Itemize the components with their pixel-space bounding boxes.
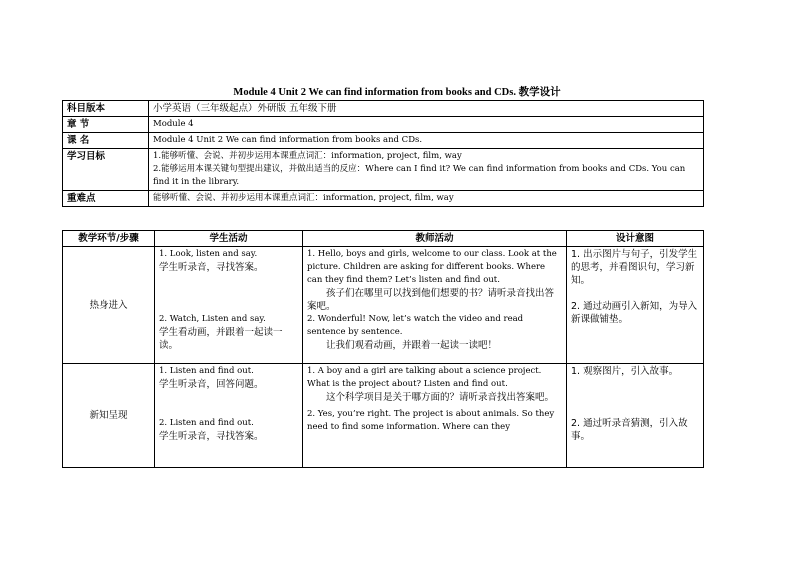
intent-item: 2. 通过动画引入新知，为导入新课做铺垫。 <box>571 301 698 325</box>
student-step: 学生听录音，寻找答案。 <box>159 431 264 442</box>
student-step: 学生看动画，并跟着一起读一读。 <box>159 327 283 351</box>
student-step: 2. Listen and find out. <box>159 418 254 428</box>
teacher-activity <box>303 247 567 364</box>
info-label: 学习目标 <box>63 149 149 191</box>
info-row-subject <box>63 101 704 117</box>
info-value <box>149 149 704 191</box>
info-row-key-points <box>63 191 704 207</box>
info-value: Module 4 Unit 2 We can find information from books and CDs. <box>149 133 704 149</box>
intent-item: 2. 通过听录音猜测，引入故事。 <box>571 418 688 442</box>
student-step: 学生听录音，回答问题。 <box>159 379 264 390</box>
intent-item: 1. 出示图片与句子，引发学生的思考，并看图识句，学习新知。 <box>571 249 698 286</box>
header-teacher-activity: 教师活动 <box>303 231 567 247</box>
student-step: 1. Listen and find out. <box>159 366 254 376</box>
info-value: 小学英语（三年级起点）外研版 五年级下册 <box>149 101 704 117</box>
design-intent <box>567 364 704 468</box>
info-row-lesson <box>63 133 704 149</box>
objective-line: 2.能够运用本课关键句型提出建议，并做出适当的反应：Where can I find it? We can find information from books and CDs. You can find it in the library. <box>153 164 686 187</box>
teacher-paragraph: 1. Hello, boys and girls, welcome to our class. Look at the picture. Children are asking for different books. Where can they find them? Let’s listen and find out. <box>307 249 557 285</box>
plan-header-row <box>63 231 704 247</box>
stage-name: 热身进入 <box>63 247 155 364</box>
teacher-paragraph: 孩子们在哪里可以找到他们想要的书？请听录音找出答案吧。 <box>307 288 555 312</box>
teacher-paragraph: 2. Yes, you’re right. The project is about animals. So they need to find some information. Where can they <box>307 409 555 432</box>
stage-row-presentation <box>63 364 704 468</box>
objective-line: 1.能够听懂、会说、并初步运用本课重点词汇：information, project, film, way <box>153 151 462 161</box>
info-label: 重难点 <box>63 191 149 207</box>
document-title: Module 4 Unit 2 We can find information from books and CDs. 教学设计 <box>233 87 561 98</box>
student-step: 学生听录音，寻找答案。 <box>159 262 264 273</box>
stage-row-warmup <box>63 247 704 364</box>
info-value: 能够听懂、会说、并初步运用本课重点词汇：information, project, film, way <box>149 191 704 207</box>
student-step: 1. Look, listen and say. <box>159 249 258 259</box>
info-label: 章 节 <box>63 117 149 133</box>
teacher-paragraph: 这个科学项目是关于哪方面的？请听录音找出答案吧。 <box>326 392 555 403</box>
student-step: 2. Watch, Listen and say. <box>159 314 266 324</box>
intent-item: 1. 观察图片，引入故事。 <box>571 366 679 377</box>
info-value: Module 4 <box>149 117 704 133</box>
teacher-paragraph: 让我们观看动画，并跟着一起读一读吧！ <box>326 340 498 351</box>
info-label: 科目版本 <box>63 101 149 117</box>
design-intent <box>567 247 704 364</box>
header-student-activity: 学生活动 <box>155 231 303 247</box>
info-label: 课 名 <box>63 133 149 149</box>
header-design-intent: 设计意图 <box>567 231 704 247</box>
teacher-paragraph: 1. A boy and a girl are talking about a science project. What is the project about? Listen and find out. <box>307 366 542 389</box>
info-row-objectives <box>63 149 704 191</box>
lesson-plan-table <box>62 230 704 468</box>
teacher-activity <box>303 364 567 468</box>
student-activity <box>155 247 303 364</box>
header-stage: 教学环节/步骤 <box>63 231 155 247</box>
student-activity <box>155 364 303 468</box>
teacher-paragraph: 2. Wonderful! Now, let’s watch the video and read sentence by sentence. <box>307 314 524 337</box>
course-info-table <box>62 100 704 207</box>
info-row-chapter <box>63 117 704 133</box>
stage-name: 新知呈现 <box>63 364 155 468</box>
